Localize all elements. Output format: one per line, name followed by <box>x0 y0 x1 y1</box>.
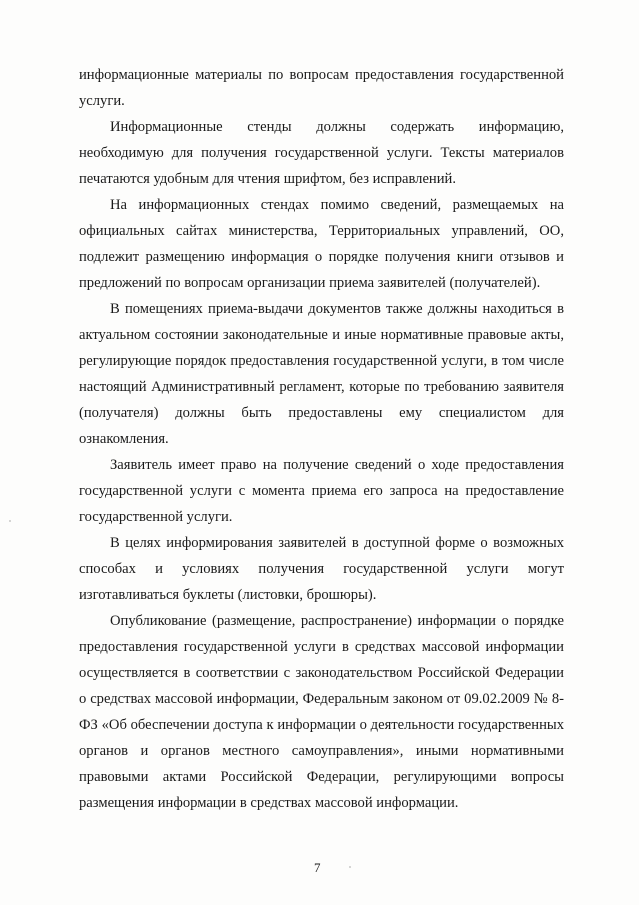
paragraph-info-stands: Информационные стенды должны содержать информацию, необходимую для получения государственной услуги. Тексты материалов печатаются удобным для чтения шрифтом, без исправлений. <box>79 119 564 187</box>
scan-speck <box>349 866 351 868</box>
paragraph-continuation: информационные материалы по вопросам предоставления государственной услуги. <box>79 67 564 109</box>
page-number: 7 <box>314 860 321 875</box>
paragraph-booklets: В целях информирования заявителей в доступной форме о возможных способах и условиях получения государственной услуги могут изготавливаться буклеты (листовки, брошюры). <box>79 535 564 603</box>
paragraph-applicant-rights: Заявитель имеет право на получение сведений о ходе предоставления государственной услуги с момента приема его запроса на предоставление государственной услуги. <box>79 457 564 525</box>
paragraph-stand-content: На информационных стендах помимо сведений, размещаемых на официальных сайтах министерства, Территориальных управлений, ОО, подлежит размещению информация о порядке получения книги отзывов и предложений по вопросам организации приема заявителей (получателей). <box>79 197 564 291</box>
scan-speck <box>9 520 11 522</box>
body-text <box>79 62 564 816</box>
paragraph-publication: Опубликование (размещение, распространение) информации о порядке предоставления государственной услуги в средствах массовой информации осуществляется в соответствии с законодательством Российской Федерации о средствах массовой информации, Федеральным законом от 09.02.2009 № 8-ФЗ «Об обеспечении доступа к информации о деятельности государственных органов и органов местного самоуправления», иными нормативными правовыми актами Российской Федерации, регулирующими вопросы размещения информации в средствах массовой информации. <box>79 613 564 811</box>
paragraph-reception-rooms: В помещениях приема-выдачи документов также должны находиться в актуальном состоянии законодательные и иные нормативные правовые акты, регулирующие порядок предоставления государственной услуги, в том числе настоящий Административный регламент, которые по требованию заявителя (получателя) должны быть предоставлены ему специалистом для ознакомления. <box>79 301 564 447</box>
